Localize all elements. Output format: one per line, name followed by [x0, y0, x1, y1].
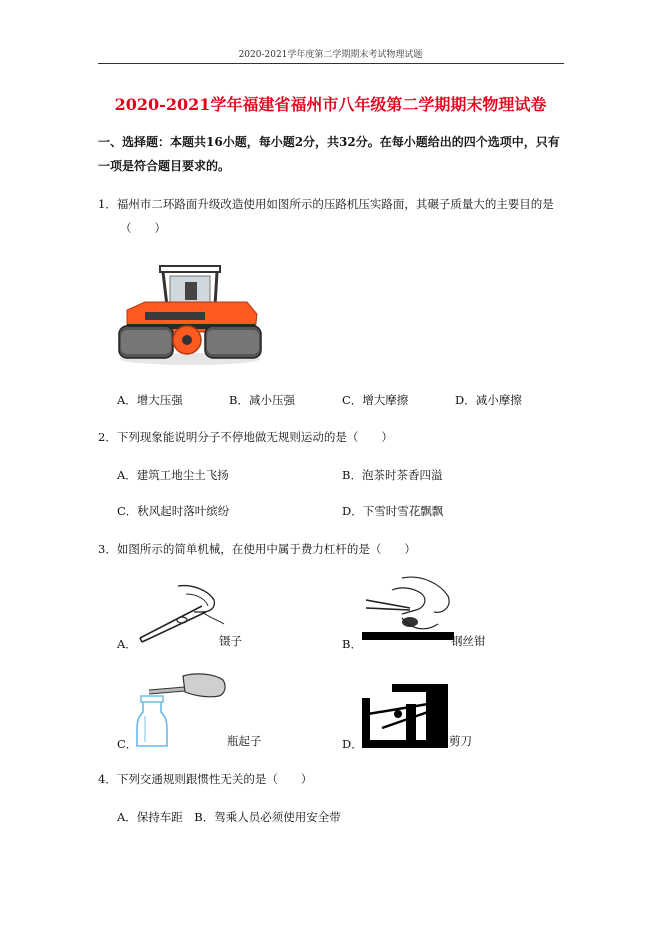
q1-stem-line1: 1．福州市二环路面升级改造使用如图所示的压路机压实路面，其碾子质量大的主要目的是 [98, 197, 554, 211]
q3-option-b-letter[interactable]: B． [342, 637, 362, 651]
page-title: 2020-2021学年福建省福州市八年级第二学期期末物理试卷 [114, 95, 547, 114]
page-header: 2020-2021学年度第二学期期末考试物理试题 [238, 50, 423, 60]
q1-option-c[interactable]: C．增大摩擦 [342, 393, 409, 407]
q2-option-c[interactable]: C．秋风起时落叶缤纷 [117, 504, 230, 518]
q3-option-d-letter[interactable]: D． [342, 737, 363, 751]
road-roller-image [115, 258, 265, 366]
tweezers-image [136, 582, 226, 644]
q2-option-d[interactable]: D．下雪时雪花飘飘 [342, 504, 444, 518]
scissors-image [362, 684, 448, 748]
q2-option-b[interactable]: B．泡茶时茶香四溢 [342, 468, 443, 482]
q1-option-d[interactable]: D．减小摩擦 [455, 393, 522, 407]
q4-stem: 4．下列交通规则跟惯性无关的是（ ） [98, 772, 313, 786]
q1-option-b[interactable]: B．减小压强 [229, 393, 295, 407]
q1-stem-line2: （ ） [120, 221, 166, 235]
q3-option-a-letter[interactable]: A． [117, 637, 137, 651]
q3-option-c-letter[interactable]: C． [117, 737, 138, 751]
q2-option-a[interactable]: A．建筑工地尘土飞扬 [117, 468, 229, 482]
q3-stem: 3．如图所示的简单机械，在使用中属于费力杠杆的是（ ） [98, 542, 416, 556]
bottle-opener-image [135, 672, 227, 750]
q3-option-a-caption: 镊子 [219, 634, 242, 648]
q3-option-b-caption: 钢丝钳 [451, 634, 486, 648]
q2-stem: 2．下列现象能说明分子不停地做无规则运动的是（ ） [98, 430, 393, 444]
q4-options[interactable]: A．保持车距 B．驾乘人员必须使用安全带 [117, 810, 341, 824]
pliers-image [362, 574, 454, 640]
q3-option-c-caption: 瓶起子 [227, 734, 262, 748]
section-instructions-line2: 一项是符合题目要求的。 [98, 159, 231, 173]
section-instructions-line1: 一、选择题：本题共16小题，每小题2分，共32分。在每小题给出的四个选项中，只有 [98, 135, 560, 149]
q1-option-a[interactable]: A．增大压强 [117, 393, 183, 407]
q3-option-d-caption: 剪刀 [449, 734, 472, 748]
header-rule [98, 63, 564, 64]
